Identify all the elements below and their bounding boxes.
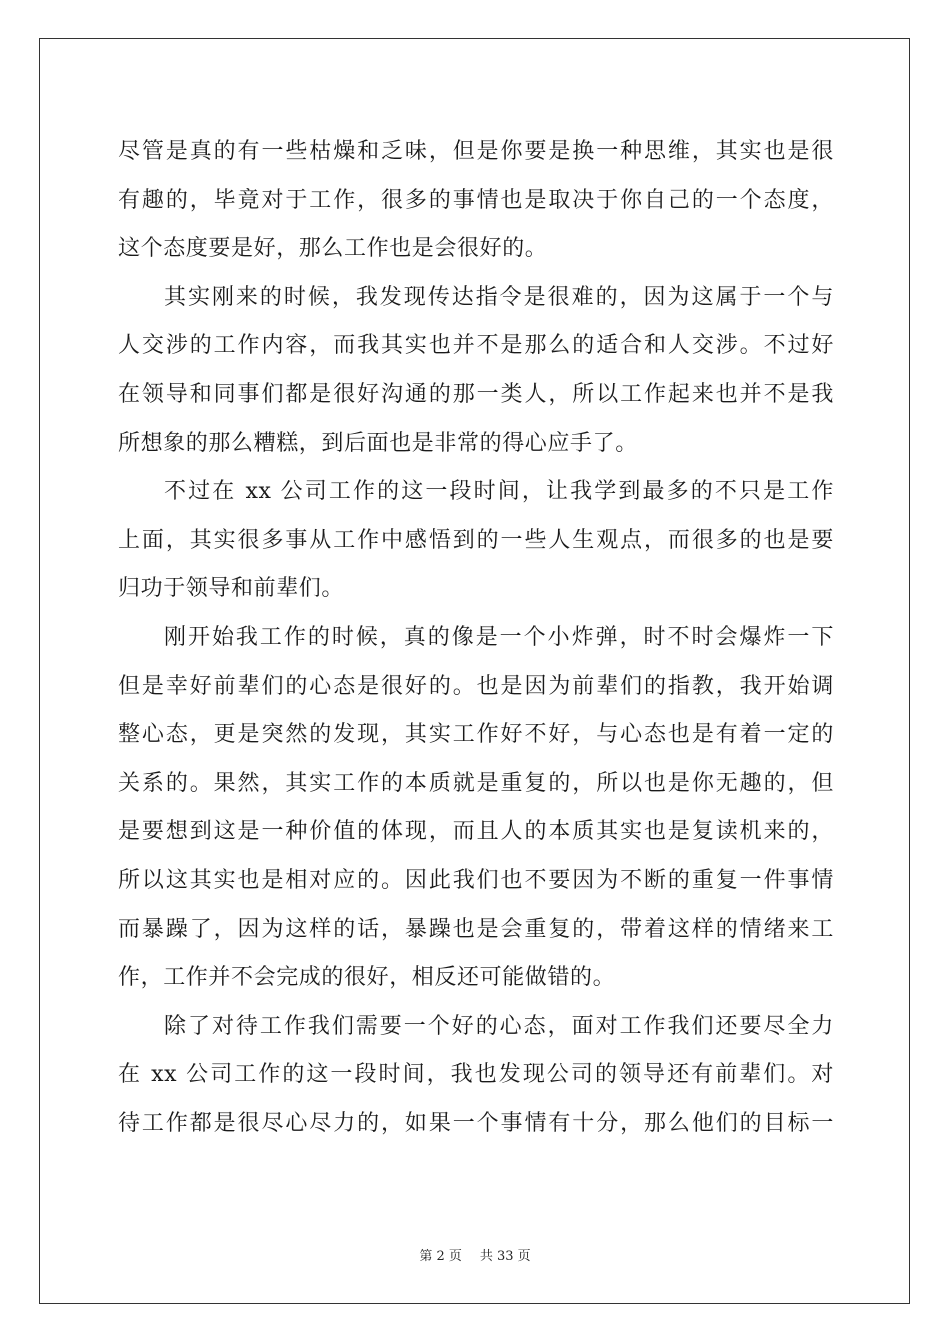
text-line: 有趣的，毕竟对于工作，很多的事情也是取决于你自己的一个态度， xyxy=(118,187,834,213)
text-line: 所想象的那么糟糕，到后面也是非常的得心应手了。 xyxy=(118,430,638,456)
page-total: 共 33 页 xyxy=(479,1249,531,1264)
text-line: 但是幸好前辈们的心态是很好的。也是因为前辈们的指教，我开始调 xyxy=(118,673,834,699)
text-line: 在领导和同事们都是很好沟通的那一类人，所以工作起来也并不是我 xyxy=(118,381,834,407)
text-line: 这个态度要是好，那么工作也是会很好的。 xyxy=(118,236,548,262)
document-body xyxy=(118,128,834,1148)
text-line: 刚开始我工作的时候，真的像是一个小炸弹，时不时会爆炸一下 xyxy=(164,624,834,650)
text-line: 而暴躁了，因为这样的话，暴躁也是会重复的，带着这样的情绪来工 xyxy=(118,916,834,942)
page-footer xyxy=(0,1247,950,1267)
text-line: 不过在 xx 公司工作的这一段时间，让我学到最多的不只是工作 xyxy=(164,479,834,505)
page-number: 第 2 页 xyxy=(419,1249,462,1264)
text-line: 是要想到这是一种价值的体现，而且人的本质其实也是复读机来的， xyxy=(118,819,834,845)
text-line: 待工作都是很尽心尽力的，如果一个事情有十分，那么他们的目标一 xyxy=(118,1110,834,1136)
text-line: 上面，其实很多事从工作中感悟到的一些人生观点，而很多的也是要 xyxy=(118,527,834,553)
text-line: 所以这其实也是相对应的。因此我们也不要因为不断的重复一件事情 xyxy=(118,867,834,893)
text-line: 尽管是真的有一些枯燥和乏味，但是你要是换一种思维，其实也是很 xyxy=(118,139,834,164)
text-line: 其实刚来的时候，我发现传达指令是很难的，因为这属于一个与 xyxy=(164,284,834,310)
text-line: 关系的。果然，其实工作的本质就是重复的，所以也是你无趣的，但 xyxy=(118,770,834,796)
text-line: 除了对待工作我们需要一个好的心态，面对工作我们还要尽全力 xyxy=(164,1013,834,1039)
text-line: 在 xx 公司工作的这一段时间，我也发现公司的领导还有前辈们。对 xyxy=(118,1062,834,1088)
text-line: 作，工作并不会完成的很好，相反还可能做错的。 xyxy=(118,965,616,991)
text-line: 归功于领导和前辈们。 xyxy=(118,576,345,602)
text-line: 整心态，更是突然的发现，其实工作好不好，与心态也是有着一定的 xyxy=(118,722,834,748)
text-line: 人交涉的工作内容，而我其实也并不是那么的适合和人交涉。不过好 xyxy=(118,333,834,359)
